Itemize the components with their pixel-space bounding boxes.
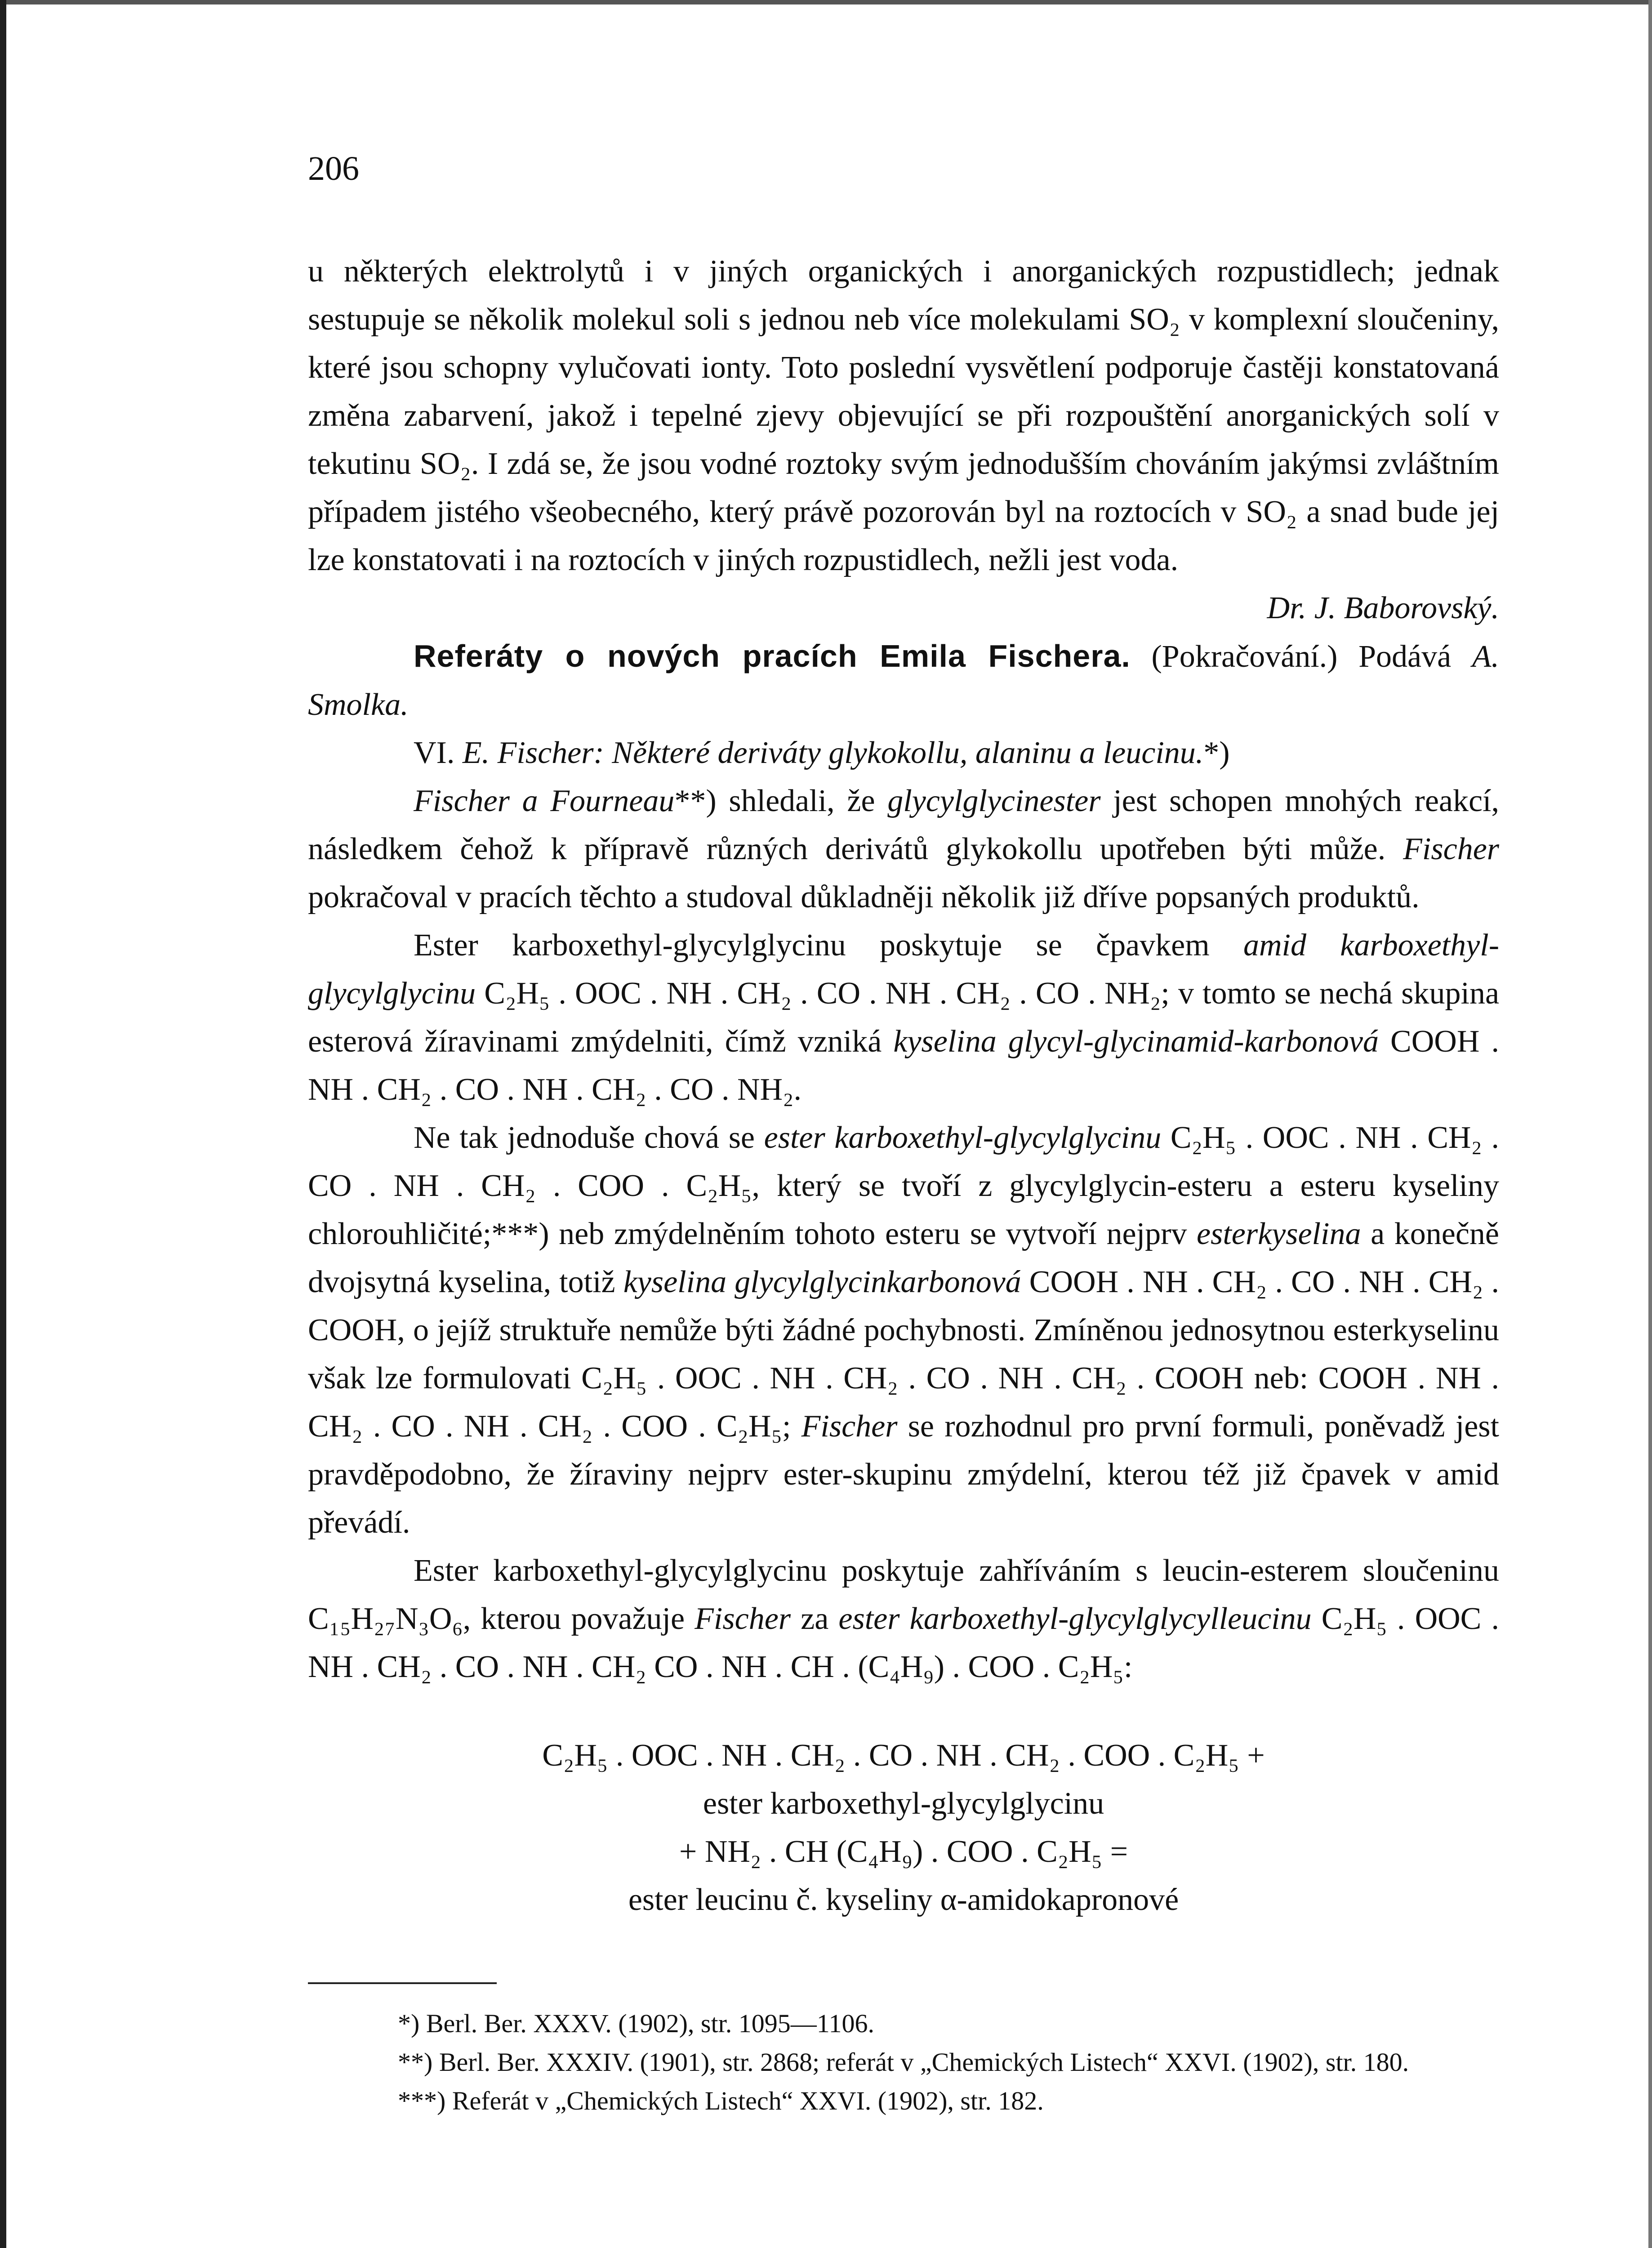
equation-line-4: ester leucinu č. kyseliny α-amidokapronové — [628, 1882, 1179, 1917]
p3-text-3: COOH . NH . CH₂ . CO . NH . CH₂ . CO . NH₂. — [308, 1024, 1499, 1107]
reaction-equation — [308, 1731, 1499, 1924]
p3-term-1: amid karboxethyl-glycylglycinu — [308, 928, 1500, 1011]
p4-text-5: se rozhodnul pro první formuli, poněvadž jest pravděpodobno, že žíraviny nejprv ester-skupinu zmýdelní, kterou též již čpavek v amid převádí. — [308, 1409, 1499, 1540]
p3-term-2: kyselina glycyl-glycinamid-karbonová — [893, 1024, 1379, 1059]
section-heading — [308, 632, 1499, 729]
footnote-1: *) Berl. Ber. XXXV. (1902), str. 1095—1106. — [398, 2009, 875, 2038]
heading-title: Referáty o nových pracích Emila Fischera. — [414, 638, 1131, 674]
document-page — [308, 148, 1499, 2120]
p2-text-1: **) shledali, že — [674, 784, 875, 818]
p4-text-1: Ne tak jednoduše chová se — [414, 1120, 755, 1155]
paragraph-amid — [308, 921, 1499, 1114]
p4-term-2: esterkyselina — [1197, 1217, 1361, 1251]
scan-border-left — [0, 0, 6, 2248]
p4-term-1: ester karboxethyl-glycylglycinu — [764, 1120, 1162, 1155]
footnote-2: **) Berl. Ber. XXXIV. (1901), str. 2868; referát v „Chemických Listech“ XXVI. (1902), str. 180. — [398, 2047, 1409, 2077]
p2-authors: Fischer a Fourneau — [414, 784, 675, 818]
subsection-number: VI. — [414, 736, 455, 770]
p5-fischer: Fischer — [695, 1601, 791, 1636]
p2-text-3: pokračoval v pracích těchto a studoval důkladněji několik již dříve popsaných produktů. — [308, 880, 1420, 914]
p3-text-1: Ester karboxethyl-glycylglycinu poskytuje se čpavkem — [414, 928, 1210, 963]
p2-text-2: jest schopen mnohých reakcí, následkem čehož k přípravě různých derivátů glykokollu upotřeben býti může. — [308, 784, 1499, 866]
subsection-title — [308, 729, 1499, 777]
p5-text-1: Ester karboxethyl-glycylglycinu poskytuje zahříváním s leucin-esterem sloučeninu C₁₅H₂₇N₃O₆, kterou považuje — [308, 1553, 1499, 1636]
p4-text-3: a konečně dvojsytná kyselina, totiž — [308, 1217, 1500, 1299]
p5-text-2: za — [801, 1601, 829, 1636]
equation-line-3: + NH₂ . CH (C₄H₉) . COO . C₂H₅ = — [679, 1834, 1128, 1869]
p3-text-2: C₂H₅ . OOC . NH . CH₂ . CO . NH . CH₂ . CO . NH₂; v tomto se nechá skupina esterová žíravinami zmýdelniti, čímž vzniká — [308, 976, 1500, 1059]
scan-border-right — [1648, 0, 1652, 2248]
heading-author: A. Smolka. — [308, 639, 1500, 722]
page-number: 206 — [308, 150, 359, 187]
subsection-author: E. Fischer: — [462, 736, 604, 770]
heading-continuation: (Pokračování.) Podává — [1151, 639, 1452, 674]
subsection-name: Některé deriváty glykokollu, alaninu a leucinu. — [612, 736, 1204, 770]
paragraph-leucin — [308, 1547, 1499, 1691]
p4-text-4: COOH . NH . CH₂ . CO . NH . CH₂ . COOH, o jejíž struktuře nemůže býti žádné pochybnosti. Zmíněnou jednosytnou esterkyselinu však lze formulovati C₂H₅ . OOC . NH . CH₂ . CO . NH . CH₂ . COOH neb: COOH . NH . CH₂ . CO . NH . CH₂ . COO . C₂H₅; — [308, 1265, 1499, 1444]
paragraph-fischer-fourneau — [308, 777, 1499, 921]
equation-line-2: ester karboxethyl-glycylglycinu — [703, 1786, 1104, 1821]
p4-term-3: kyselina glycylglycinkarbonová — [623, 1265, 1021, 1299]
paragraph-author: Dr. J. Baborovský. — [1267, 591, 1499, 625]
footnote-ref-1: *) — [1203, 736, 1230, 770]
paragraph-ester — [308, 1114, 1499, 1547]
footnote-3: ***) Referát v „Chemických Listech“ XXVI. (1902), str. 182. — [398, 2086, 1044, 2115]
p2-term: glycylglycinester — [887, 784, 1101, 818]
equation-line-1: C₂H₅ . OOC . NH . CH₂ . CO . NH . CH₂ . COO . C₂H₅ + — [542, 1738, 1265, 1773]
paragraph-electrolytes: u některých elektrolytů i v jiných organických i anorganických rozpustidlech; jednak sestupuje se několik molekul soli s jednou neb více molekulami SO₂ v komplexní sloučeniny, které jsou schopny vylučovati ionty. Toto poslední vysvětlení podporuje častěji konstatovaná změna zabarvení, jakož i tepelné zjevy objevující se při rozpouštění anorganických solí v tekutinu SO₂. I zdá se, že jsou vodné roztoky svým jednodušším chováním jakýmsi zvláštním případem jistého všeobecného, který právě pozorován byl na roztocích v SO₂ a snad bude jej lze konstatovati i na roztocích v jiných rozpustidlech, nežli jest voda. — [308, 254, 1499, 577]
p2-fischer: Fischer — [1403, 832, 1499, 866]
p4-fischer: Fischer — [801, 1409, 898, 1444]
p4-text-2: C₂H₅ . OOC . NH . CH₂ . CO . NH . CH₂ . COO . C₂H₅, který se tvoří z glycylglycin-esteru a esteru kyseliny chlorouhličité;***) neb zmýdelněním tohoto esteru se vytvoří nejprv — [308, 1120, 1500, 1251]
footnote-divider — [308, 1982, 497, 1984]
scan-border-top — [0, 0, 1652, 4]
p5-text-3: C₂H₅ . OOC . NH . CH₂ . CO . NH . CH₂ CO . NH . CH . (C₄H₉) . COO . C₂H₅: — [308, 1601, 1500, 1684]
p5-term: ester karboxethyl-glycylglycylleucinu — [838, 1601, 1312, 1636]
